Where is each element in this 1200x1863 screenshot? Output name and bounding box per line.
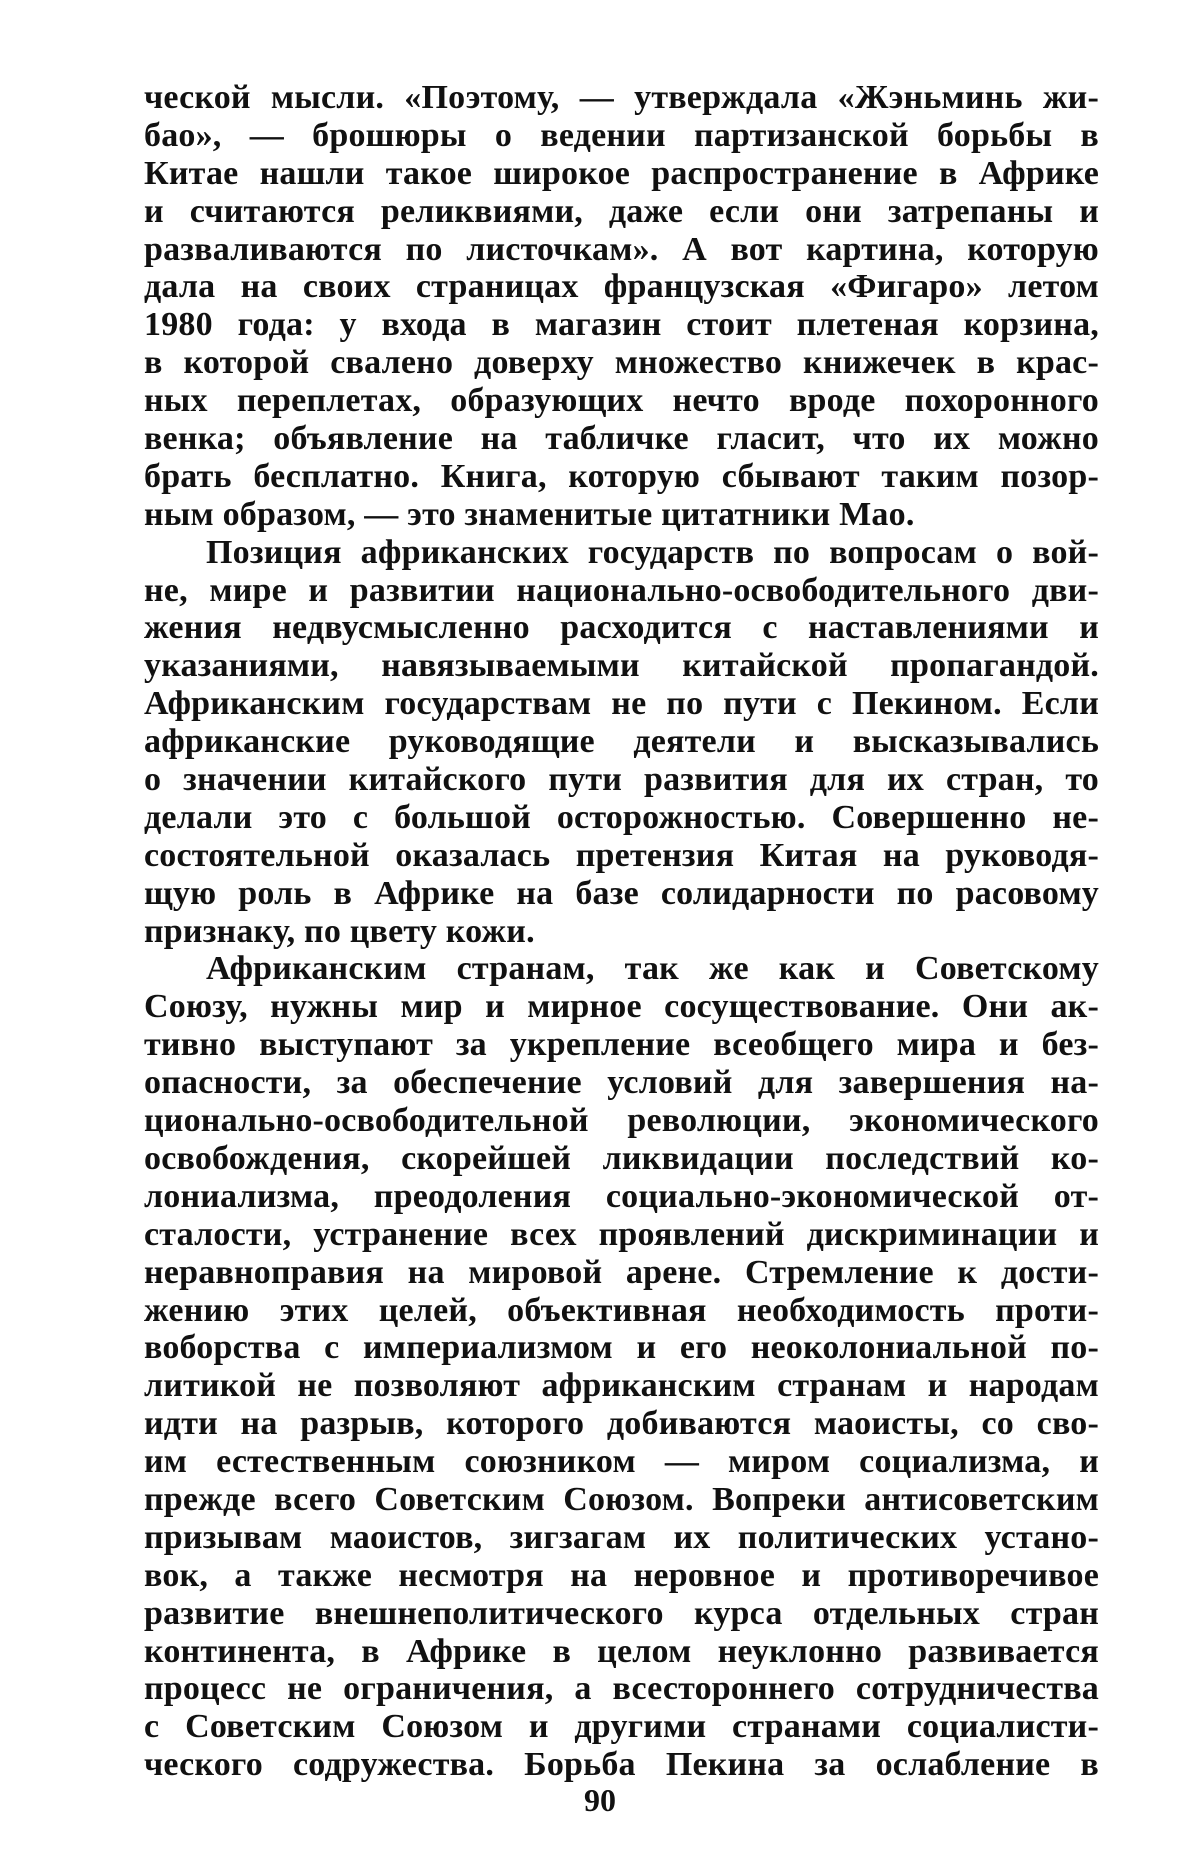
text-line: жения недвусмысленно расходится с наставлениями и <box>144 609 1099 647</box>
page-number: 90 <box>584 1782 616 1818</box>
text-line: неравноправия на мировой арене. Стремление к дости- <box>144 1253 1099 1291</box>
paragraph-1 <box>144 79 1099 534</box>
text-line: литикой не позволяют африканским странам и народам <box>144 1367 1099 1405</box>
text-line: разваливаются по листочкам». А вот картина, которую <box>144 230 1099 268</box>
paragraph-2 <box>144 534 1099 951</box>
text-line: африканские руководящие деятели и высказывались <box>144 723 1099 761</box>
text-line: Позиция африканских государств по вопросам о вой- <box>206 533 1099 571</box>
text-line: вок, а также несмотря на неровное и противоречивое <box>144 1556 1099 1594</box>
text-line: ческого содружества. Борьба Пекина за ослабление в <box>144 1746 1099 1784</box>
text-line: ционально-освободительной революции, экономического <box>144 1102 1099 1140</box>
text-line: в которой свалено доверху множество книжечек в крас- <box>144 344 1099 382</box>
text-line: призывам маоистов, зигзагам их политических устано- <box>144 1518 1099 1556</box>
text-line: прежде всего Советским Союзом. Вопреки антисоветским <box>144 1480 1099 1518</box>
text-line: о значении китайского пути развития для их стран, то <box>144 761 1099 799</box>
text-line: Союзу, нужны мир и мирное сосуществование. Они ак- <box>144 988 1099 1026</box>
text-line: сталости, устранение всех проявлений дискриминации и <box>144 1215 1099 1253</box>
text-line: указаниями, навязываемыми китайской пропагандой. <box>144 647 1099 685</box>
text-line: бао», — брошюры о ведении партизанской борьбы в <box>144 116 1099 154</box>
text-line: развитие внешнеполитического курса отдельных стран <box>144 1594 1099 1632</box>
text-line: им естественным союзником — миром социализма, и <box>144 1443 1099 1481</box>
text-line: признаку, по цвету кожи. <box>144 912 535 950</box>
text-line: процесс не ограничения, а всестороннего сотрудничества <box>144 1670 1099 1708</box>
body-text <box>144 79 1099 1784</box>
text-line: опасности, за обеспечение условий для завершения на- <box>144 1064 1099 1102</box>
text-line: воборства с империализмом и его неоколониальной по- <box>144 1329 1099 1367</box>
text-line: континента, в Африке в целом неуклонно развивается <box>144 1632 1099 1670</box>
text-line: ческой мысли. «Поэтому, — утверждала «Жэньминь жи- <box>144 79 1099 116</box>
text-line: тивно выступают за укрепление всеобщего мира и без- <box>144 1026 1099 1064</box>
text-line: 1980 года: у входа в магазин стоит плетеная корзина, <box>144 306 1099 344</box>
text-line: дала на своих страницах французская «Фигаро» летом <box>144 268 1099 306</box>
text-line: Африканским странам, так же как и Советскому <box>206 950 1099 988</box>
text-line: не, мире и развитии национально-освободительного дви- <box>144 571 1099 609</box>
paragraph-3 <box>144 950 1099 1784</box>
text-line: ным образом, — это знаменитые цитатники Мао. <box>144 495 915 533</box>
text-line: делали это с большой осторожностью. Совершенно не- <box>144 798 1099 836</box>
text-line: жению этих целей, объективная необходимость проти- <box>144 1291 1099 1329</box>
text-line: Китае нашли такое широкое распространение в Африке <box>144 154 1099 192</box>
text-line: щую роль в Африке на базе солидарности по расовому <box>144 874 1099 912</box>
text-line: с Советским Союзом и другими странами социалисти- <box>144 1708 1099 1746</box>
text-line: лониализма, преодоления социально-экономической от- <box>144 1177 1099 1215</box>
text-line: и считаются реликвиями, даже если они затрепаны и <box>144 192 1099 230</box>
text-line: освобождения, скорейшей ликвидации последствий ко- <box>144 1139 1099 1177</box>
text-line: идти на разрыв, которого добиваются маоисты, со сво- <box>144 1405 1099 1443</box>
text-line: состоятельной оказалась претензия Китая на руководя- <box>144 836 1099 874</box>
text-line: венка; объявление на табличке гласит, что их можно <box>144 420 1099 458</box>
text-line: ных переплетах, образующих нечто вроде похоронного <box>144 382 1099 420</box>
text-line: Африканским государствам не по пути с Пекином. Если <box>144 685 1099 723</box>
text-line: брать бесплатно. Книга, которую сбывают таким позор- <box>144 457 1099 495</box>
